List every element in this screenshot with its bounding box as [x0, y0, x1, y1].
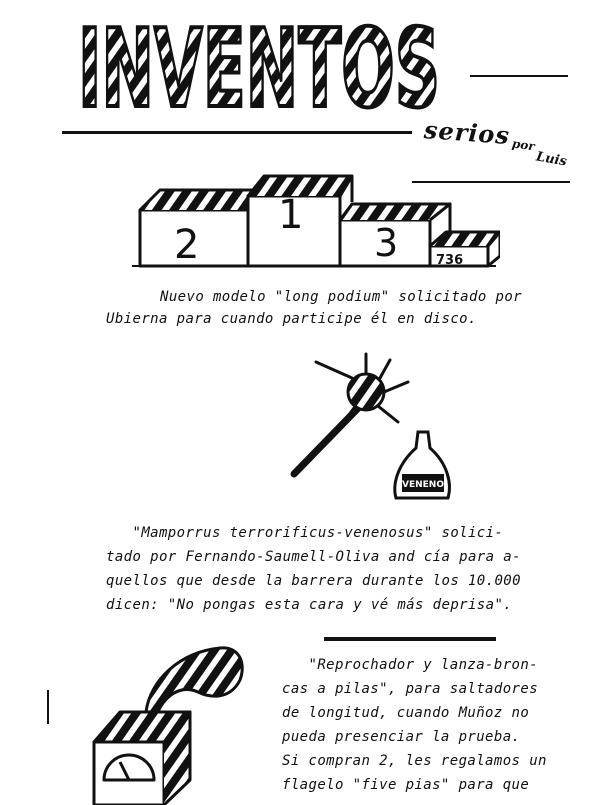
margin-mark — [47, 690, 49, 724]
caption-podium-line-2: Ubierna para cuando participe él en disco. — [106, 311, 477, 327]
caption-podium-line-1: Nuevo modelo "long podium" solicitado por — [160, 289, 522, 305]
caption-mace-line-2: tado por Fernando-Saumell-Oliva and cía para a- — [106, 549, 521, 565]
podium-long-step-label: 736 — [436, 253, 464, 268]
author-prefix: por — [511, 136, 536, 154]
reprochador-illustration — [80, 640, 250, 805]
section-divider — [324, 637, 496, 641]
podium-place-1: 1 — [278, 192, 304, 238]
title-underline-left — [62, 131, 412, 134]
podium-place-2: 2 — [174, 222, 200, 268]
podium-place-3: 3 — [374, 221, 399, 265]
caption-reprochador-line-5: Si compran 2, les regalamos un — [282, 753, 547, 769]
poison-bottle-label: VENENO — [402, 480, 444, 490]
caption-reprochador-line-6: flagelo "five pias" para que — [282, 777, 530, 793]
caption-mace-line-1: "Mamporrus terrorificus-venenosus" solici- — [106, 525, 504, 541]
title-underline-right — [470, 75, 568, 77]
subtitle: serios — [423, 115, 511, 150]
poison-bottle-illustration — [388, 428, 458, 508]
title-text: INVENTOS — [78, 10, 440, 122]
caption-mace-line-3: quellos que desde la barrera durante los 10.000 — [106, 573, 521, 589]
caption-reprochador-line-1: "Reprochador y lanza-bron- — [282, 657, 539, 673]
podium-illustration — [130, 168, 500, 276]
title-logo — [78, 10, 468, 122]
author-name: Luis — [534, 149, 568, 170]
caption-reprochador-line-2: cas a pilas", para saltadores — [282, 681, 539, 697]
caption-mace-line-4: dicen: "No pongas esta cara y vé más deprisa". — [106, 597, 513, 613]
caption-reprochador-line-3: de longitud, cuando Muñoz no — [282, 705, 530, 721]
caption-reprochador-line-4: pueda presenciar la prueba. — [282, 729, 521, 745]
